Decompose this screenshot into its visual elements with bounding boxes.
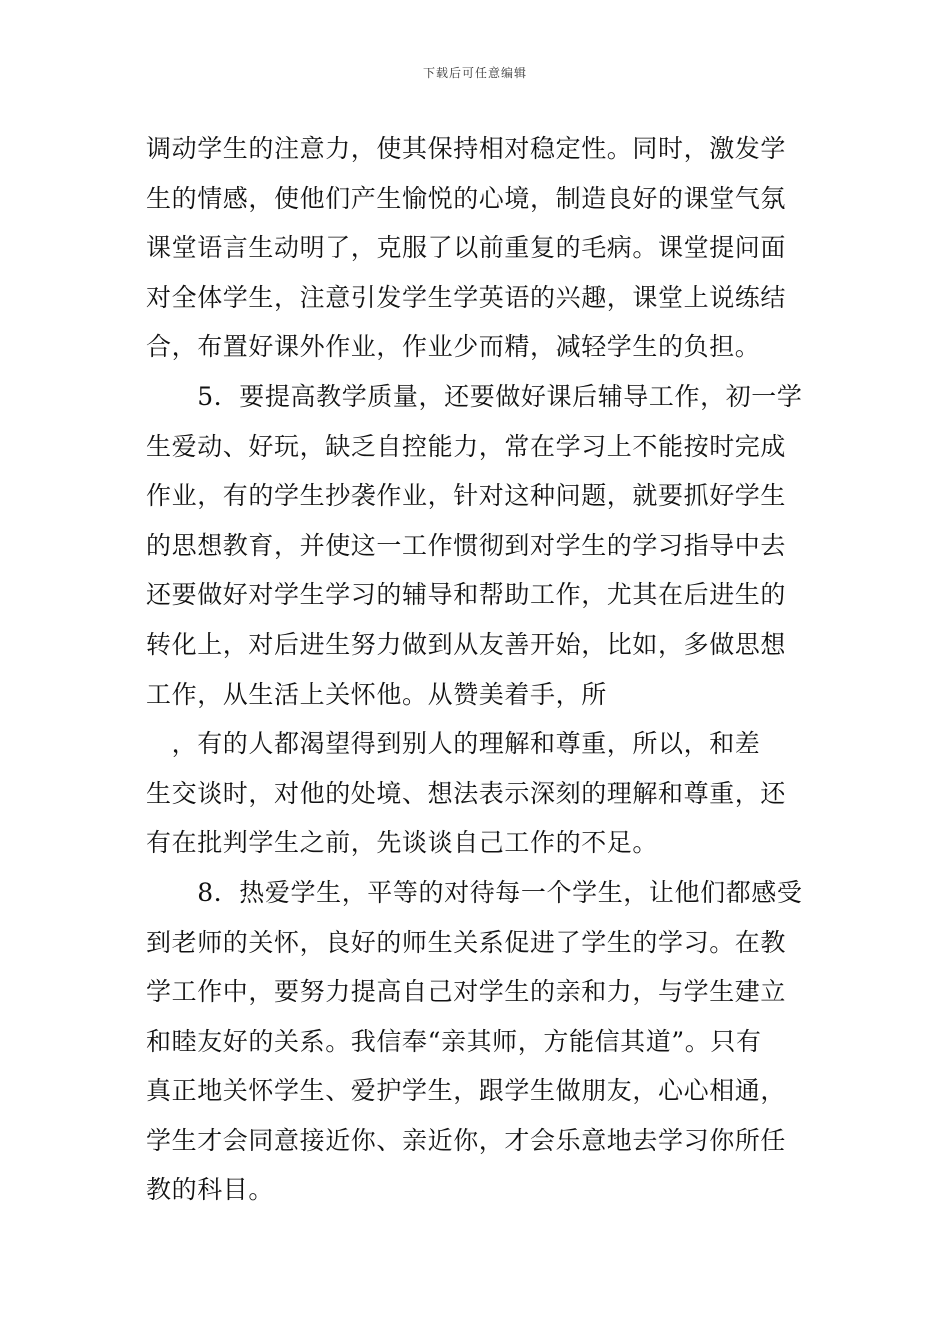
text-line: 作业，有的学生抄袭作业，针对这种问题，就要抓好学生 [146, 481, 787, 511]
text-line: 学工作中，要努力提高自己对学生的亲和力，与学生建立 [146, 977, 787, 1007]
text-line: 教的科目。 [146, 1175, 275, 1205]
text-line: 有在批判学生之前，先谈谈自己工作的不足。 [146, 828, 659, 858]
text-line: 生爱动、好玩，缺乏自控能力，常在学习上不能按时完成 [146, 431, 787, 461]
text-line: 调动学生的注意力，使其保持相对稳定性。同时，激发学 [146, 134, 787, 163]
text-line: 还要做好对学生学习的辅导和帮助工作，尤其在后进生的 [146, 580, 787, 610]
body-text [146, 124, 826, 1215]
text-line: 对全体学生，注意引发学生学英语的兴趣，课堂上说练结 [146, 282, 787, 312]
text-line: 生交谈时，对他的处境、想法表示深刻的理解和尊重，还 [146, 778, 787, 808]
text-line: 转化上，对后进生努力做到从友善开始，比如，多做思想 [146, 629, 787, 659]
text-line: 合，布置好课外作业，作业少而精，减轻学生的负担。 [146, 332, 761, 362]
text-line: 生的情感，使他们产生愉悦的心境，制造良好的课堂气氛 [146, 183, 787, 213]
text-line: 真正地关怀学生、爱护学生，跟学生做朋友，心心相通， [146, 1076, 787, 1106]
page-header: 下载后可任意编辑 [422, 66, 527, 80]
text-line: ，有的人都渴望得到别人的理解和尊重，所以，和差 [146, 729, 761, 759]
text-line: 和睦友好的关系。我信奉“亲其师，方能信其道”。只有 [146, 1026, 762, 1056]
text-line: 工作，从生活上关怀他。从赞美着手，所 [146, 679, 607, 709]
text-line: 课堂语言生动明了，克服了以前重复的毛病。课堂提问面 [146, 233, 787, 263]
text-line: 的思想教育，并使这一工作惯彻到对学生的学习指导中去 [146, 530, 787, 560]
text-line: 5．要提高教学质量，还要做好课后辅导工作，初一学 [146, 381, 803, 411]
text-line: 8．热爱学生，平等的对待每一个学生，让他们都感受 [146, 877, 803, 907]
text-line: 学生才会同意接近你、亲近你，才会乐意地去学习你所任 [146, 1125, 787, 1155]
text-line: 到老师的关怀，良好的师生关系促进了学生的学习。在教 [146, 927, 787, 957]
